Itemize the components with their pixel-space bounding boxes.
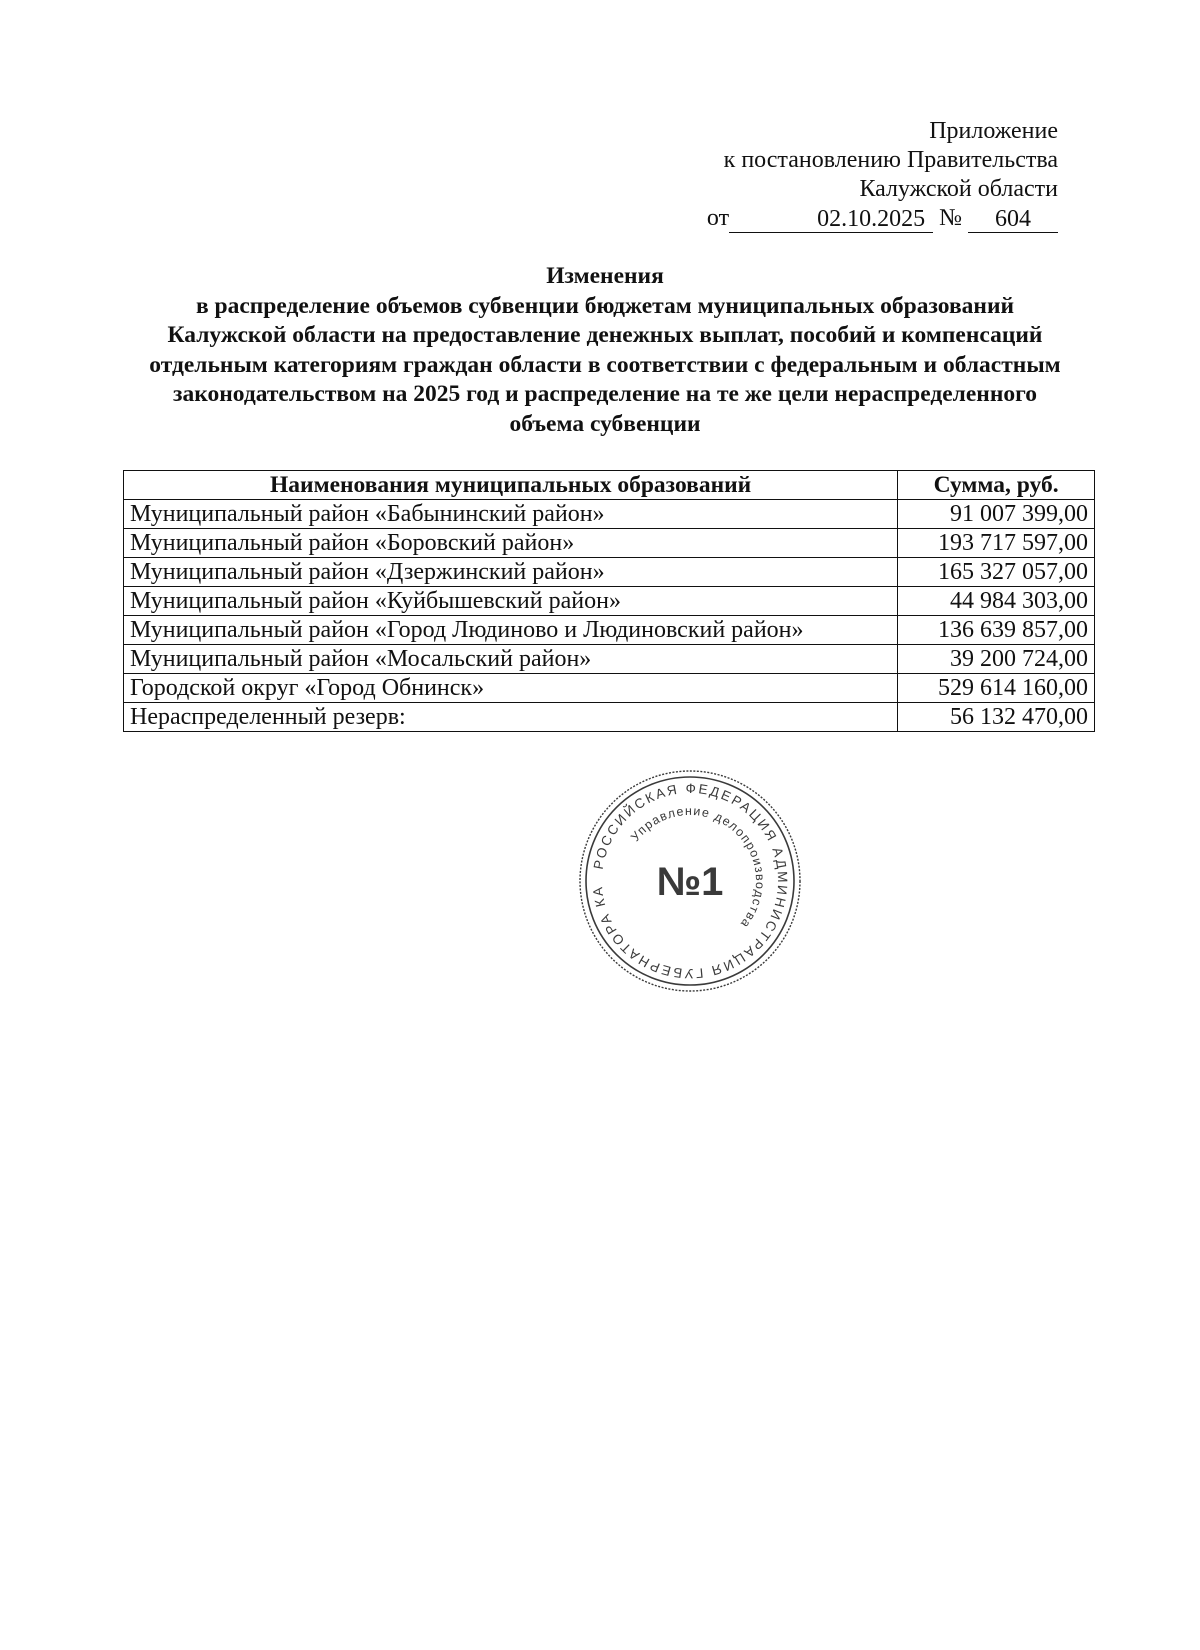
table-row — [124, 703, 1095, 732]
table-row — [124, 674, 1095, 703]
title-line: объема субвенции — [509, 410, 701, 437]
seal-outer-text-path: РОССИЙСКАЯ ФЕДЕРАЦИЯ АДМИНИСТРАЦИЯ ГУБЕРНАТОРА КА — [589, 780, 791, 982]
municipality-name: Муниципальный район «Боровский район» — [124, 529, 898, 558]
annex-resolution-line: к постановлению Правительства — [723, 147, 1058, 173]
annex-region-line: Калужской области — [859, 176, 1058, 202]
municipality-name: Муниципальный район «Бабынинский район» — [124, 500, 898, 529]
column-header-name: Наименования муниципальных образований — [124, 471, 898, 500]
column-header-sum: Сумма, руб. — [898, 471, 1095, 500]
amount: 136 639 857,00 — [898, 616, 1095, 645]
seal-center-number: №1 — [656, 860, 724, 904]
title-line: отдельным категориям граждан области в соответствии с федеральным и областным — [149, 351, 1061, 378]
amount: 39 200 724,00 — [898, 645, 1095, 674]
table-header-row — [124, 471, 1095, 500]
date-prefix: от — [706, 205, 730, 231]
table-row — [124, 529, 1095, 558]
amount: 44 984 303,00 — [898, 587, 1095, 616]
table-row — [124, 558, 1095, 587]
amount: 193 717 597,00 — [898, 529, 1095, 558]
amount: 91 007 399,00 — [898, 500, 1095, 529]
municipality-name: Городской округ «Город Обнинск» — [124, 674, 898, 703]
table-row — [124, 500, 1095, 529]
title-line: Калужской области на предоставление денежных выплат, пособий и компенсаций — [167, 322, 1043, 348]
municipality-name: Муниципальный район «Город Людиново и Людиновский район» — [124, 616, 898, 645]
annex-header — [707, 117, 1058, 233]
title-heading: Изменения — [546, 263, 664, 289]
seal-inner-text-path: Управление делопроизводства — [628, 803, 768, 932]
reserve-label: Нераспределенный резерв: — [124, 703, 898, 732]
municipality-name: Муниципальный район «Куйбышевский район» — [124, 587, 898, 616]
amount: 56 132 470,00 — [898, 703, 1095, 732]
table-row — [124, 616, 1095, 645]
title-line: в распределение объемов субвенции бюджетам муниципальных образований — [195, 292, 1015, 319]
distribution-table — [123, 470, 1095, 732]
amount: 529 614 160,00 — [898, 674, 1095, 703]
table-row — [124, 587, 1095, 616]
resolution-date: 02.10.2025 — [729, 206, 933, 233]
number-sign: № — [939, 205, 962, 231]
official-seal — [577, 768, 803, 994]
title-line: законодательством на 2025 год и распределение на те же цели нераспределенного — [173, 381, 1037, 407]
municipality-name: Муниципальный район «Дзержинский район» — [124, 558, 898, 587]
municipality-name: Муниципальный район «Мосальский район» — [124, 645, 898, 674]
annex-date-row — [707, 204, 1058, 233]
table-row — [124, 645, 1095, 674]
amount: 165 327 057,00 — [898, 558, 1095, 587]
seal-graphic — [577, 768, 803, 994]
annex-label: Приложение — [929, 118, 1058, 144]
resolution-number: 604 — [968, 206, 1058, 233]
document-title — [110, 262, 1100, 439]
